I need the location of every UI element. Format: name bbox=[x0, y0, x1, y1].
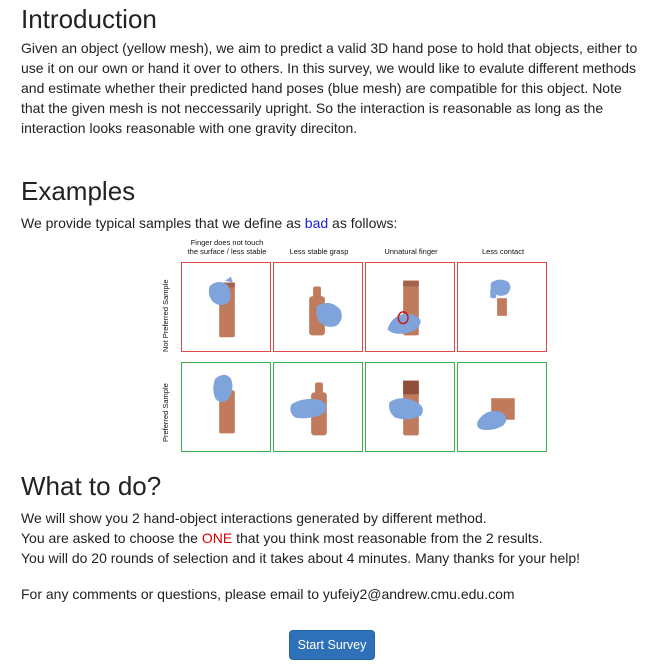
one-highlight: ONE bbox=[201, 530, 233, 546]
row-label-not-preferred: Not Preferred Sample bbox=[161, 279, 170, 352]
introduction-text: Given an object (yellow mesh), we aim to predict a valid 3D hand pose to hold that objects, either to use it on our own or hand it over to others. In this survey, we would like to evalute different methods and estimate whether their predicted hand poses (blue mesh) are compatible for this object. Note that the given mesh is not neccessarily upright. So the interaction is reasonable as long as the interaction looks reasonable with one gravity direciton. bbox=[21, 40, 638, 136]
column-label-less-stable: Less stable grasp bbox=[289, 247, 349, 256]
column-label-less-contact: Less contact bbox=[481, 247, 525, 256]
start-survey-button[interactable]: Start Survey bbox=[289, 630, 375, 660]
example-image-preferred-4 bbox=[457, 362, 547, 452]
column-label-finger-not-touch: Finger does not touch the surface / less stable bbox=[187, 238, 267, 256]
todo-line-1: We will show you 2 hand-object interactions generated by different method. bbox=[21, 510, 487, 526]
example-image-preferred-1 bbox=[181, 362, 271, 452]
row-label-preferred: Preferred Sample bbox=[161, 383, 170, 442]
examples-text: We provide typical samples that we define as bad as follows: bbox=[21, 215, 398, 231]
introduction-heading: Introduction bbox=[21, 4, 157, 34]
column-label-unnatural-finger: Unnatural finger bbox=[384, 247, 438, 256]
example-image-not-preferred-3 bbox=[365, 262, 455, 352]
bad-highlight: bad bbox=[304, 215, 329, 231]
examples-figure bbox=[137, 238, 557, 458]
example-image-not-preferred-4 bbox=[457, 262, 547, 352]
examples-heading: Examples bbox=[21, 176, 136, 206]
what-to-do-heading: What to do? bbox=[21, 471, 162, 501]
todo-line-3: You will do 20 rounds of selection and it takes about 4 minutes. Many thanks for your help! bbox=[21, 550, 581, 566]
todo-line-2: You are asked to choose the ONE that you think most reasonable from the 2 results. bbox=[21, 530, 543, 546]
example-image-not-preferred-1 bbox=[181, 262, 271, 352]
what-to-do-text bbox=[21, 508, 580, 568]
example-image-preferred-3 bbox=[365, 362, 455, 452]
example-image-not-preferred-2 bbox=[273, 262, 363, 352]
example-image-preferred-2 bbox=[273, 362, 363, 452]
contact-text: For any comments or questions, please email to yufeiy2@andrew.cmu.edu.com bbox=[21, 586, 515, 602]
